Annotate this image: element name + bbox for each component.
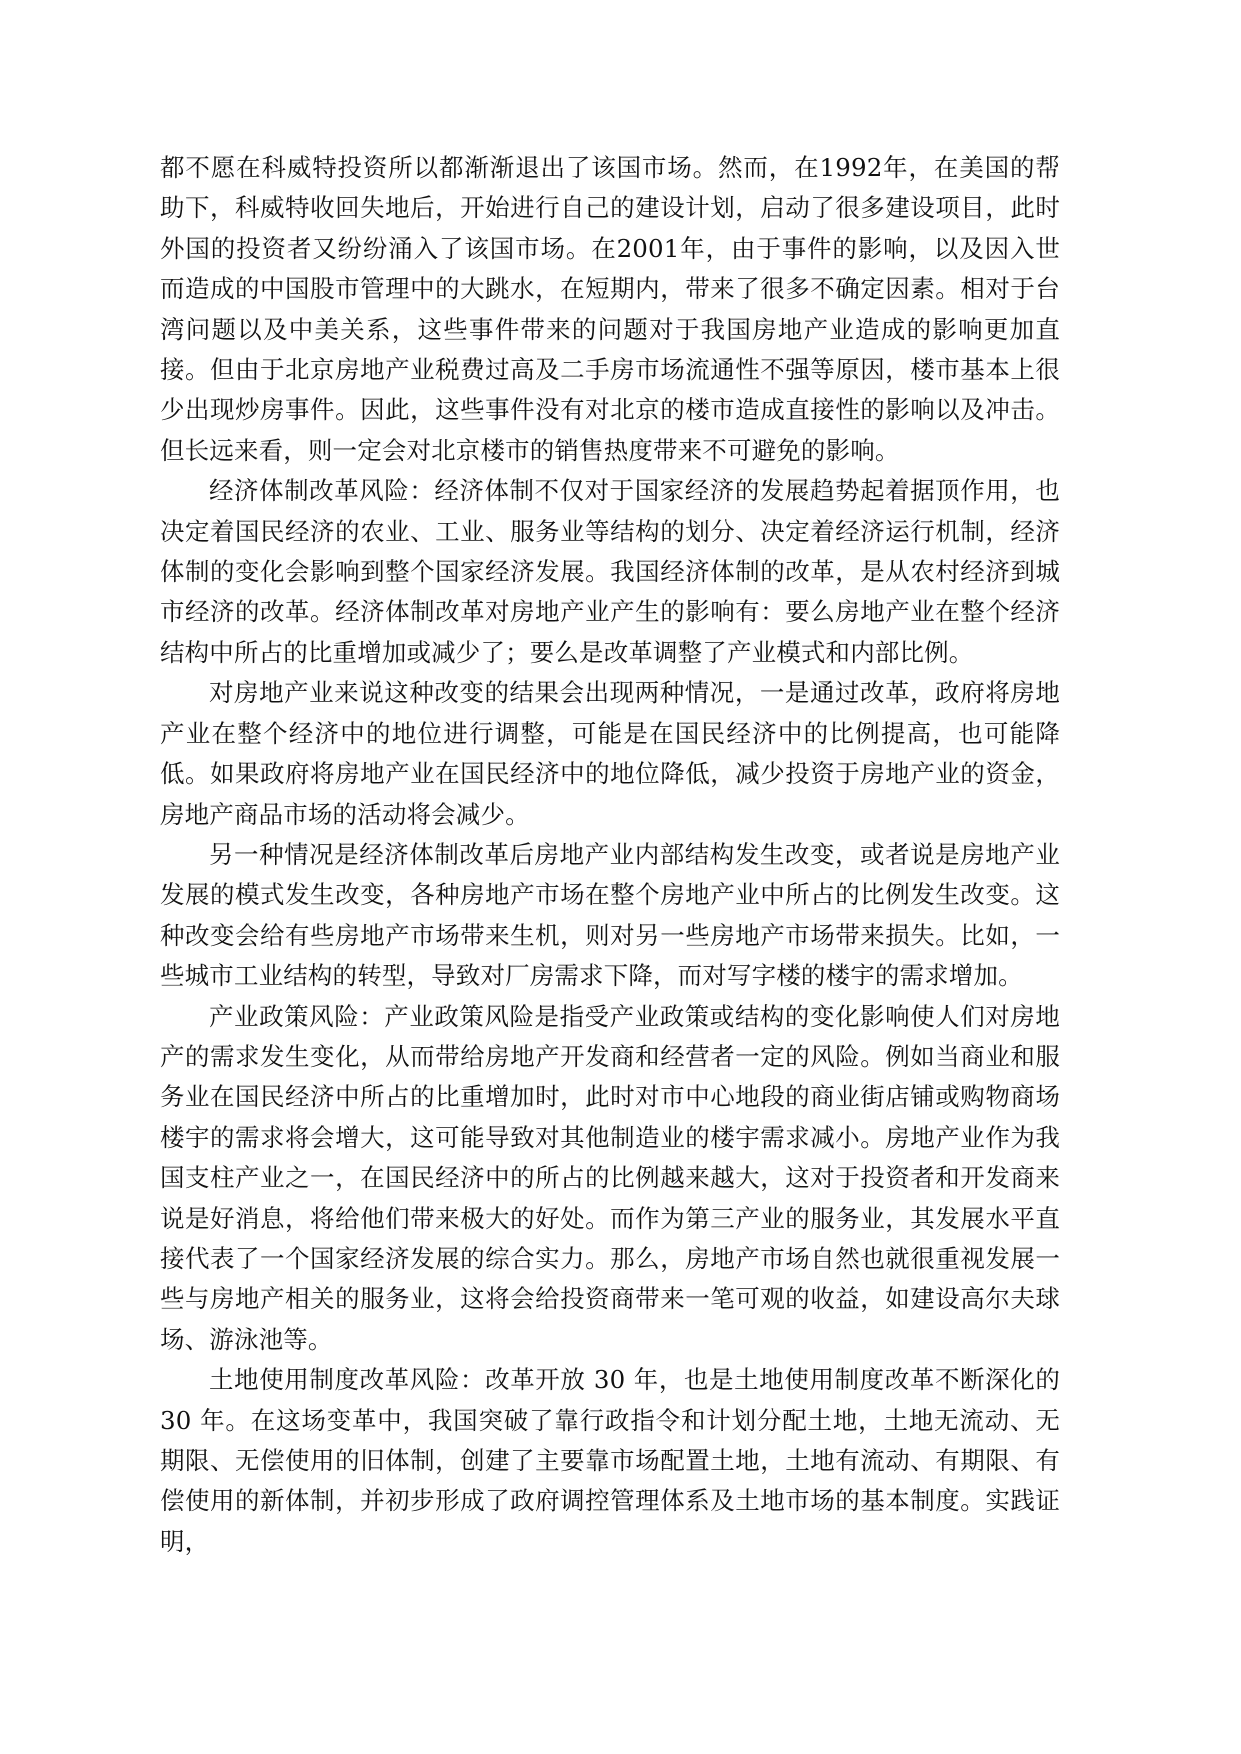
paragraph-3: 对房地产业来说这种改变的结果会出现两种情况，一是通过改革，政府将房地产业在整个经济中的地位进行调整，可能是在国民经济中的比例提高，也可能降低。如果政府将房地产业在国民经济中的地位降低，减少投资于房地产业的资金，房地产商品市场的活动将会减少。 xyxy=(160,678,1060,829)
paragraph-1: 都不愿在科威特投资所以都渐渐退出了该国市场。然而，在1992年，在美国的帮助下，科威特收回失地后，开始进行自己的建设计划，启动了很多建设项目，此时外国的投资者又纷纷涌入了该国市场。在2001年，由于事件的影响，以及因入世而造成的中国股市管理中的大跳水，在短期内，带来了很多不确定因素。相对于台湾问题以及中美关系，这些事件带来的问题对于我国房地产业造成的影响更加直接。但由于北京房地产业税费过高及二手房市场流通性不强等原因，楼市基本上很少出现炒房事件。因此，这些事件没有对北京的楼市造成直接性的影响以及冲击。但长远来看，则一定会对北京楼市的销售热度带来不可避免的影响。 xyxy=(160,153,1060,465)
paragraph-5: 产业政策风险：产业政策风险是指受产业政策或结构的变化影响使人们对房地产的需求发生变化，从而带给房地产开发商和经营者一定的风险。例如当商业和服务业在国民经济中所占的比重增加时，此时对市中心地段的商业街店铺或购物商场楼宇的需求将会增大，这可能导致对其他制造业的楼宇需求减小。房地产业作为我国支柱产业之一，在国民经济中的所占的比例越来越大，这对于投资者和开发商来说是好消息，将给他们带来极大的好处。而作为第三产业的服务业，其发展水平直接代表了一个国家经济发展的综合实力。那么，房地产市场自然也就很重视发展一些与房地产相关的服务业，这将会给投资商带来一笔可观的收益，如建设高尔夫球场、游泳池等。 xyxy=(160,1001,1060,1354)
document-body xyxy=(160,148,1060,1562)
paragraph-2: 经济体制改革风险：经济体制不仅对于国家经济的发展趋势起着据顶作用，也决定着国民经济的农业、工业、服务业等结构的划分、决定着经济运行机制，经济体制的变化会影响到整个国家经济发展。我国经济体制的改革，是从农村经济到城市经济的改革。经济体制改革对房地产业产生的影响有：要么房地产业在整个经济结构中所占的比重增加或减少了；要么是改革调整了产业模式和内部比例。 xyxy=(160,476,1060,667)
paragraph-6: 土地使用制度改革风险：改革开放 30 年，也是土地使用制度改革不断深化的 30 年。在这场变革中，我国突破了靠行政指令和计划分配土地，土地无流动、无期限、无偿使用的旧体制，创建了主要靠市场配置土地，土地有流动、有期限、有偿使用的新体制，并初步形成了政府调控管理体系及土地市场的基本制度。实践证明， xyxy=(160,1365,1060,1556)
paragraph-4: 另一种情况是经济体制改革后房地产业内部结构发生改变，或者说是房地产业发展的模式发生改变，各种房地产市场在整个房地产业中所占的比例发生改变。这种改变会给有些房地产市场带来生机，则对另一些房地产市场带来损失。比如，一些城市工业结构的转型，导致对厂房需求下降，而对写字楼的楼宇的需求增加。 xyxy=(160,839,1060,991)
